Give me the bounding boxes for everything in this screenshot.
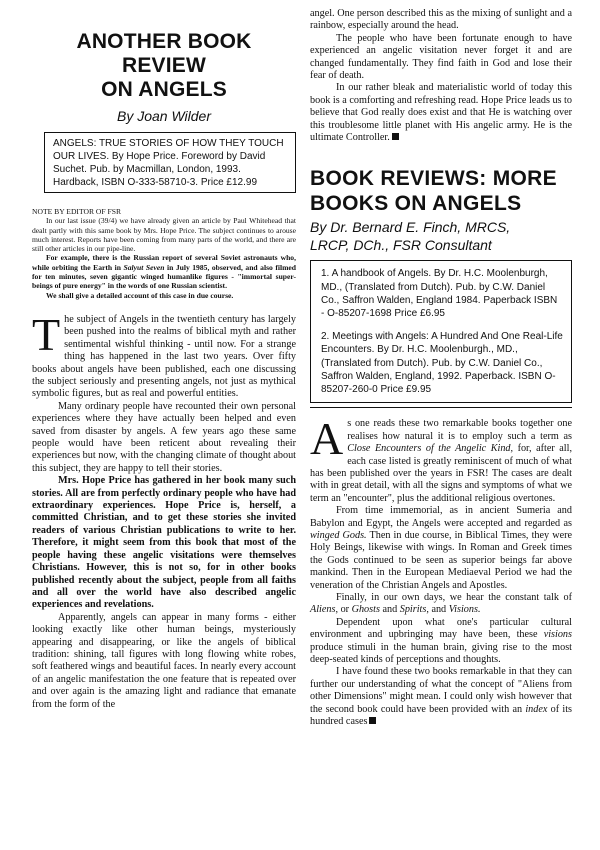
right-p3-b: , or (335, 604, 352, 616)
right-p3-i4: Visions. (448, 604, 481, 616)
right-p2-italic: winged Gods. (310, 529, 367, 541)
right-p3-i2: Ghosts (351, 604, 380, 616)
right-p5-italic: index (525, 703, 548, 715)
right-column (310, 0, 572, 728)
article-title-line1: ANOTHER BOOK REVIEW (76, 30, 252, 77)
right-p4-italic: visions (543, 629, 572, 641)
right-p5-b: of its hundred cases (310, 703, 572, 728)
editor-note-label: NOTE BY EDITOR OF FSR (32, 207, 122, 216)
second-byline-line1: By Dr. Bernard E. Finch, MRCS, (310, 219, 511, 236)
left-paragraph-4: Apparently, angels can appear in many forms - either looking exactly like other human beings, mysteriously appearing and disappearing, or like the angels of biblical tradition: shining, tall figures with long flowing white robes, soft feathered wings and beautiful faces. In nearly every account of an angelic manifestation the one feature that is repeated over and over again is the amazing light and radiance that emanate from the form of the (32, 611, 296, 710)
right-paragraph-2 (310, 505, 572, 592)
book-item-1: 1. A handbook of Angels. By Dr. H.C. Moolenburgh, MD., (Translated from Dutch). Pub. by C.W. Daniel Co., Saffron Walden, England 1984. Paperback ISBN - O-85207-1698 Price £6.95 (321, 268, 558, 320)
right-paragraph-world-text: In our rather bleak and materialistic world of today this book is a comforting and refreshing read. Hope Price leads us to believe that God really does exist and that He is watching over this troublesome little planet with His angelic army. He is the ultimate Controller. (310, 82, 572, 144)
right-paragraph-1 (310, 413, 572, 505)
left-body-text (32, 308, 296, 711)
second-article-byline (310, 218, 572, 254)
article-byline: By Joan Wilder (116, 108, 212, 124)
book-info-box: ANGELS: TRUE STORIES OF HOW THEY TOUCH OUR LIVES. By Hope Price. Foreword by David Suchet. Pub. by Macmillan, London, 1993. Hardback, ISBN O-333-58710-3. Price £12.99 (44, 132, 296, 193)
second-byline-line2: LRCP, DCh., FSR Consultant (310, 237, 492, 254)
second-title-line1: BOOK REVIEWS: MORE (310, 167, 557, 191)
right-p4-b: produce stimuli in the human brain, giving rise to the most deep-seated kinds of perceptions and thoughts. (310, 641, 572, 666)
right-paragraph-5 (310, 666, 572, 728)
editor-note-p3: We shall give a detailed account of this case in due course. (46, 290, 234, 300)
right-p2-b: Then in due course, in Biblical Times, they were Holy Beings, likewise with wings. In Roman and Greek times the Gods continued to be seen as superior beings far above mankind. Then in the European Mediaeval Period we had the veneration of the Christian Angels and Apostles. (310, 529, 573, 591)
editor-note-p2-italic: Salyut Seven (123, 262, 165, 272)
second-title-line2: BOOKS ON ANGELS (310, 192, 522, 216)
right-p5-a: I have found these two books remarkable in that they can further our understanding of what the concept of "Aliens from other Dimensions" might mean. I could only wish however that the second book could have been provided with an (310, 666, 572, 715)
left-paragraph-3: Mrs. Hope Price has gathered in her book many such stories. All are from perfectly ordinary people who have had extraordinary experiences. Hope Price is, herself, a committed Christian, and to get these stories she invited readers of various Christian publications to write to her. Therefore, it might seem from this book that most of the people having these angelic visitations were themselves Christians. However, this is not so, for in other books published recently about the subject, people from all faiths and all over the world have also described angelic experiences and revelations. (32, 475, 296, 611)
right-p3-i3: Spirits (399, 604, 427, 616)
editor-note-p2-a: For example, there is the Russian report of several Soviet astronauts who, while orbiting the Earth in (32, 253, 296, 272)
left-column (32, 0, 296, 711)
right-p3-a: Finally, in our own days, we hear the constant talk of (336, 591, 572, 603)
drop-cap-t: T (32, 308, 61, 360)
second-article-title (310, 166, 572, 216)
right-p1-italic: Close Encounters of the Angelic Kind, (347, 443, 514, 455)
article-title (32, 30, 296, 102)
right-p3-d: , and (426, 604, 449, 616)
end-mark-icon (369, 717, 376, 724)
right-p2-a: From time immemorial, as in ancient Sumeria and Babylon and Egypt, the Angels were accepted and regarded as (310, 505, 572, 529)
editor-note-p2 (32, 253, 296, 290)
right-continuation (310, 8, 572, 144)
right-paragraph-4 (310, 617, 572, 667)
divider-line (310, 407, 572, 408)
continued-paragraph: angel. One person described this as the mixing of sunlight and a rainbow, especially around the head. (310, 8, 572, 32)
left-paragraph-2: Many ordinary people have recounted their own personal experiences where they have actually been helped and even saved from disaster by angels. A few years ago these same people would have been reticent about revealing their experiences but now, with the changing climate of thought about this subject, they are happy to tell their stories. (32, 400, 296, 474)
right-body-text (310, 413, 573, 728)
books-info-box (310, 260, 572, 403)
right-p1-b: for, after all, each case listed is greatly reminiscent of much of what has been published over the years in FSR! The cases are dealt with in great detail, with all the signs and symptoms of what we term an "encounter", plus the additional religious overtones. (310, 443, 572, 504)
left-paragraph-1-text: he subject of Angels in the twentieth century has largely been pushed into the realms of biblical myth and rather sentimental wishful thinking - until now. For a strange thing has happened in the last two years. Over fifty books about angels have been published, each one discussing the subject seriously and presenting angels, not just as mythical symbolic figures, but as real and powerful entities. (32, 313, 296, 400)
editor-note-p2-b: in July 1985, observed, and also filmed for ten minutes, seven gigantic winged humanlike figures - "immortal super-beings of pure energy" in the words of one Russian scientist. (32, 262, 297, 291)
book-item-2: 2. Meetings with Angels: A Hundred And One Real-Life Encounters. By Dr. H.C. Moolenburgh., MD., (Translated from Dutch). Pub. by C.W. Daniel Co., Saffron Walden, England, 1992. Paperback. ISBN O-85207-260-0 Price £9.95 (321, 331, 563, 396)
right-p3-i1: Aliens (310, 604, 336, 616)
right-paragraph-3 (310, 592, 572, 617)
drop-cap-a: A (310, 413, 344, 465)
end-mark-icon (392, 133, 399, 140)
right-paragraph-world (310, 82, 572, 144)
article-title-line2: ON ANGELS (101, 78, 227, 101)
left-paragraph-1 (32, 308, 296, 401)
right-p4-a: Dependent upon what one's particular cultural environment and upbringing may have been, these (310, 616, 572, 641)
editor-note (32, 207, 296, 300)
right-paragraph-people: The people who have been fortunate enough to have experienced an angelic visitation never forget it and are changed fundamentally. They find faith in God and lose their fear of death. (310, 32, 572, 82)
right-p3-c: and (379, 604, 400, 616)
editor-note-p1: In our last issue (39/4) we have already given an article by Paul Whitehead that dealt partly with this same book by Mrs. Hope Price. The subject continues to arouse much interest. Reports have been coming from many parts of the world, and there are still other articles in our pipe-line. (32, 216, 296, 254)
right-p1-a: s one reads these two remarkable books together one realises how natural it is to employ such a term as (347, 418, 572, 442)
